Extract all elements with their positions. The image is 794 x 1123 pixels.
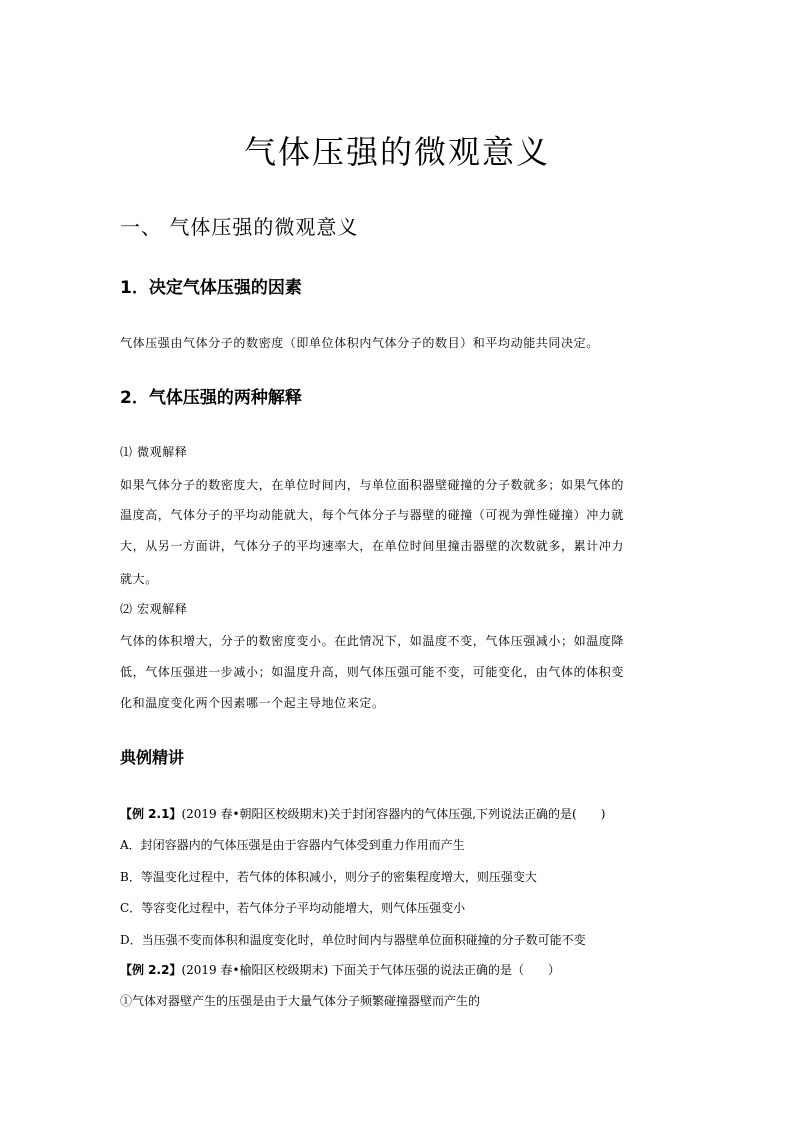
section-heading: 一、 气体压强的微观意义	[120, 215, 359, 239]
example-1-question: (2019 春•朝阳区校级期末)关于封闭容器内的气体压强,下列说法正确的是( )	[181, 807, 606, 821]
micro-line: 就大。	[120, 572, 158, 586]
macro-line: 气体的体积增大，分子的数密度变小。在此情况下，如温度不变，气体压强减小；如温度降	[120, 634, 625, 648]
macro-line: 低，气体压强进一步减小；如温度升高，则气体压强可能不变，可能变化，由气体的体积变	[120, 665, 625, 679]
example-2-item-1: ①气体对器壁产生的压强是由于大量气体分子频繁碰撞器壁而产生的	[120, 994, 481, 1008]
macro-line: 化和温度变化两个因素哪一个起主导地位来定。	[120, 696, 385, 710]
macro-label: ⑵ 宏观解释	[120, 602, 188, 616]
example-1-option-b: B．等温变化过程中，若气体的体积减小，则分子的密集程度增大，则压强变大	[120, 870, 537, 884]
example-1-option-d: D．当压强不变而体积和温度变化时，单位时间内与器壁单位面积碰撞的分子数可能不变	[120, 933, 586, 947]
subheading-factors: 1．决定气体压强的因素	[120, 278, 302, 298]
example-1-tag: 【例 2.1】	[120, 807, 182, 821]
subheading-explanations: 2．气体压强的两种解释	[120, 388, 302, 408]
micro-line: 如果气体分子的数密度大，在单位时间内，与单位面积器壁碰撞的分子数就多；如果气体的	[120, 478, 625, 492]
example-2-stem	[120, 961, 560, 979]
example-2-tag: 【例 2.2】	[120, 963, 182, 977]
micro-label: ⑴ 微观解释	[120, 445, 188, 459]
micro-line: 大，从另一方面讲，气体分子的平均速率大，在单位时间里撞击器壁的次数就多，累计冲力	[120, 539, 625, 553]
example-2-question: (2019 春•榆阳区校级期末) 下面关于气体压强的说法正确的是（ ）	[181, 963, 561, 977]
example-1-option-c: C．等容变化过程中，若气体分子平均动能增大，则气体压强变小	[120, 901, 466, 915]
examples-heading: 典例精讲	[120, 748, 185, 767]
page-title: 气体压强的微观意义	[243, 133, 550, 171]
factors-text: 气体压强由气体分子的数密度（即单位体积内气体分子的数目）和平均动能共同决定。	[120, 336, 599, 350]
micro-line: 温度高，气体分子的平均动能就大，每个气体分子与器壁的碰撞（可视为弹性碰撞）冲力就	[120, 508, 625, 522]
example-1-stem	[120, 805, 605, 823]
example-1-option-a: A．封闭容器内的气体压强是由于容器内气体受到重力作用而产生	[120, 838, 465, 852]
